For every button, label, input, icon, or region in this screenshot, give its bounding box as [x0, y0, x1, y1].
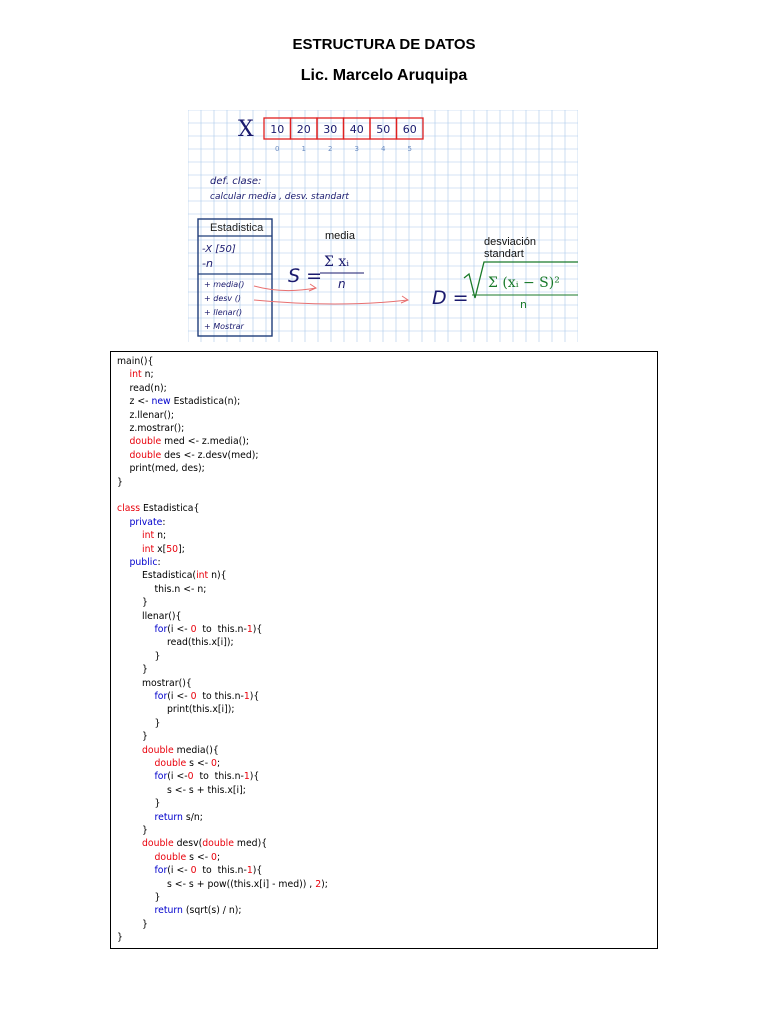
- code-line: [155, 770, 260, 783]
- handwritten-diagram: [188, 110, 578, 342]
- code-keyword: return: [154, 905, 183, 917]
- code-text: }: [154, 892, 161, 903]
- code-text: s <- s + this.x[i];: [167, 784, 246, 796]
- code-text: s <-: [186, 758, 212, 769]
- desv-formula-lhs: D =: [432, 287, 469, 309]
- code-text: to this.n-: [196, 865, 247, 877]
- array-index: 0: [275, 145, 280, 153]
- desv-label-2: standart: [484, 248, 524, 260]
- code-line: [167, 636, 234, 649]
- code-line: [142, 610, 181, 623]
- array-value: 60: [402, 123, 417, 136]
- code-text: this.n <- n;: [154, 583, 207, 595]
- code-keyword: 0: [211, 851, 217, 863]
- code-text: ){: [249, 771, 260, 783]
- code-keyword: double: [142, 744, 174, 756]
- uml-method: + Mostrar: [204, 322, 244, 331]
- code-text: }: [142, 731, 148, 743]
- code-line: [142, 543, 185, 556]
- code-text: read(this.x[i]);: [167, 637, 234, 649]
- code-line: [142, 663, 148, 676]
- array-value: 30: [323, 123, 338, 136]
- code-keyword: class: [117, 503, 141, 515]
- document-title: ESTRUCTURA DE DATOS: [292, 36, 476, 53]
- code-text: read(n);: [129, 382, 167, 394]
- code-text: med <- z.media();: [161, 436, 250, 448]
- author-name: Lic. Marcelo Aruquipa: [300, 67, 468, 84]
- code-text: }: [117, 476, 123, 488]
- code-text: med){: [233, 838, 268, 850]
- code-keyword: double: [129, 436, 162, 448]
- code-line: [117, 476, 123, 489]
- code-text: (i <-: [167, 624, 191, 635]
- array-value: 50: [376, 123, 391, 136]
- note-line-1: def. clase:: [210, 176, 262, 187]
- uml-class-name: Estadistica: [210, 222, 264, 234]
- code-line: [155, 864, 263, 877]
- code-line: [117, 502, 199, 515]
- code-keyword: for: [154, 624, 168, 635]
- code-keyword: 1: [243, 771, 250, 783]
- code-text: s/n;: [182, 811, 203, 823]
- code-text: :: [157, 557, 161, 568]
- code-line: [155, 583, 207, 596]
- code-text: media(){: [173, 744, 219, 756]
- code-line: [130, 422, 185, 435]
- code-keyword: double: [154, 758, 187, 769]
- code-line: [142, 730, 148, 743]
- array-value: 10: [270, 123, 285, 136]
- code-text: }: [142, 664, 148, 676]
- array-index: 3: [354, 145, 359, 153]
- code-text: }: [154, 650, 161, 662]
- code-line: [155, 757, 221, 770]
- code-line: [155, 797, 161, 810]
- array-value: 20: [296, 123, 311, 136]
- array-index: 1: [301, 145, 306, 153]
- code-text: }: [154, 798, 161, 810]
- code-text: n;: [141, 369, 154, 381]
- code-text: ];: [178, 543, 185, 555]
- code-line: [155, 904, 242, 917]
- code-line: [130, 368, 154, 381]
- code-line: [130, 395, 241, 408]
- note-line-2: calcular media , desv. standart: [210, 192, 349, 202]
- code-text: }: [117, 932, 123, 944]
- code-text: }: [154, 717, 161, 729]
- code-line: [130, 409, 175, 422]
- code-text: n;: [154, 530, 167, 542]
- code-listing: [110, 351, 658, 949]
- code-keyword: 1: [246, 624, 253, 635]
- desv-formula-numerator: Σ (xᵢ − S)²: [488, 275, 560, 291]
- code-text: main(){: [117, 356, 154, 367]
- code-line: [142, 677, 192, 690]
- code-line: [142, 529, 166, 542]
- code-line: [142, 824, 148, 837]
- code-keyword: new: [151, 396, 171, 408]
- array-value: 40: [349, 123, 364, 136]
- array-index: 2: [328, 145, 333, 153]
- uml-attribute: -n: [202, 257, 213, 270]
- code-line: [155, 650, 161, 663]
- code-text: llenar(){: [142, 610, 182, 622]
- code-text: desv(: [173, 838, 203, 850]
- code-text: ;: [216, 851, 221, 863]
- code-text: mostrar(){: [142, 677, 192, 689]
- code-text: to this.n-: [193, 771, 244, 783]
- media-label: media: [325, 230, 355, 242]
- uml-attribute: -X [50]: [202, 244, 236, 255]
- code-keyword: return: [154, 811, 183, 823]
- uml-class-box: [198, 219, 272, 336]
- array-label: X: [238, 117, 254, 142]
- code-line: [155, 690, 260, 703]
- code-text: s <-: [186, 851, 212, 863]
- code-text: n){: [208, 570, 227, 582]
- code-line: [142, 596, 148, 609]
- code-text: (i <-: [167, 771, 188, 783]
- code-line: [130, 435, 250, 448]
- code-keyword: public: [129, 557, 158, 568]
- code-text: ){: [249, 691, 260, 702]
- desv-formula-denominator: n: [520, 298, 527, 311]
- code-keyword: 0: [190, 865, 197, 877]
- code-text: ;: [216, 758, 221, 769]
- code-line: [142, 837, 267, 850]
- array-index: 5: [407, 145, 412, 153]
- code-text: to this.n-: [196, 624, 247, 635]
- code-keyword: double: [154, 851, 187, 863]
- code-keyword: 0: [190, 624, 197, 635]
- code-text: (i <-: [167, 691, 191, 702]
- code-text: (sqrt(s) / n);: [182, 905, 242, 917]
- code-line: [130, 516, 166, 529]
- code-line: [130, 462, 205, 475]
- code-text: des <- z.desv(med);: [161, 449, 259, 461]
- code-keyword: private: [129, 516, 163, 528]
- array-index: 4: [381, 145, 386, 153]
- media-formula-numerator: Σ xᵢ: [324, 254, 350, 270]
- code-keyword: 1: [246, 865, 253, 877]
- code-keyword: double: [202, 838, 234, 850]
- code-text: }: [142, 825, 148, 836]
- code-text: Estadistica(n);: [170, 396, 241, 408]
- code-text: Estadistica(: [142, 570, 197, 582]
- code-keyword: int: [142, 543, 155, 555]
- code-line: [155, 811, 203, 824]
- code-text: print(this.x[i]);: [167, 704, 235, 716]
- code-keyword: 0: [211, 758, 217, 769]
- code-keyword: for: [154, 771, 168, 783]
- code-keyword: int: [129, 369, 142, 381]
- code-text: print(med, des);: [129, 463, 205, 475]
- code-line: [117, 355, 153, 368]
- code-line: [142, 569, 227, 582]
- code-text: :: [162, 516, 166, 528]
- desv-label-1: desviación: [484, 236, 536, 248]
- code-text: s <- s + pow((this.x[i] - med)) ,: [167, 878, 316, 890]
- code-keyword: int: [196, 570, 209, 582]
- code-text: x[: [154, 543, 167, 555]
- uml-method: + desv (): [204, 294, 241, 303]
- code-text: Estadistica{: [140, 503, 200, 515]
- code-text: }: [142, 918, 148, 930]
- code-line: [142, 744, 219, 757]
- code-line: [167, 703, 235, 716]
- code-line: [155, 891, 161, 904]
- code-text: }: [142, 597, 148, 609]
- code-keyword: for: [154, 865, 168, 877]
- code-line: [155, 851, 221, 864]
- code-keyword: for: [154, 691, 168, 702]
- uml-method: + llenar(): [204, 308, 243, 317]
- media-formula-denominator: n: [338, 277, 346, 291]
- code-line: [117, 931, 123, 944]
- code-line: [167, 878, 328, 891]
- code-keyword: 0: [190, 691, 197, 702]
- code-text: z.llenar();: [129, 409, 175, 421]
- code-keyword: double: [142, 838, 174, 850]
- code-line: [130, 449, 259, 462]
- code-line: [142, 918, 148, 931]
- code-text: );: [321, 878, 328, 890]
- code-keyword: 1: [243, 691, 250, 702]
- media-formula-lhs: S =: [288, 265, 323, 287]
- code-keyword: 50: [166, 543, 179, 555]
- code-text: ){: [252, 624, 263, 635]
- code-text: to this.n-: [196, 691, 244, 702]
- code-keyword: 0: [187, 771, 194, 783]
- uml-method: + media(): [204, 280, 245, 289]
- code-line: [130, 556, 161, 569]
- code-text: z.mostrar();: [129, 423, 185, 434]
- code-keyword: double: [129, 449, 162, 461]
- code-line: [155, 717, 161, 730]
- code-keyword: int: [142, 530, 155, 542]
- code-text: (i <-: [167, 865, 191, 877]
- code-line: [167, 784, 246, 797]
- code-text: ){: [252, 865, 263, 877]
- code-line: [155, 623, 263, 636]
- code-text: z <-: [129, 396, 152, 408]
- code-keyword: 2: [315, 878, 322, 890]
- code-line: [130, 382, 167, 395]
